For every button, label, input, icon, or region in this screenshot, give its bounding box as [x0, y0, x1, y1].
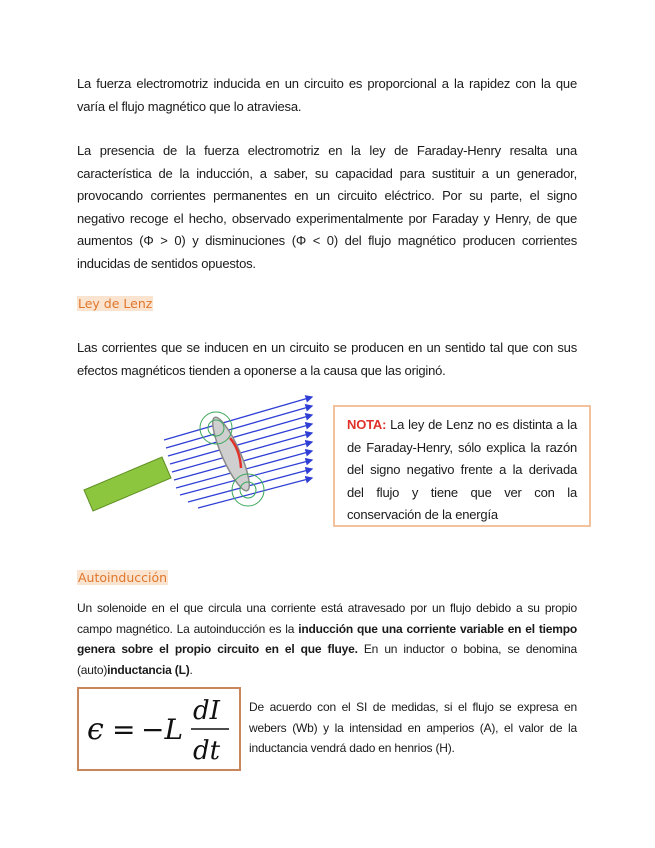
nota-box	[333, 405, 591, 527]
formula-epsilon: ϵ	[87, 712, 104, 747]
formula-equals: =	[112, 713, 136, 746]
auto-text-2: En un inductor o bobina, se denomina (auto)	[77, 642, 578, 677]
nota-text: La ley de Lenz no es distinta a la de Faraday-Henry, sólo explica la razón del signo negativo frente a la derivada del flujo y tiene que ver con la conservación de la energía	[347, 417, 577, 522]
lenz-illustration	[80, 392, 320, 517]
formula-numerator: dI	[193, 696, 220, 726]
heading-ley-de-lenz	[77, 296, 153, 311]
autoinduccion-paragraph	[77, 598, 577, 680]
intro-paragraph: La fuerza electromotriz inducida en un circuito es proporcional a la rapidez con la que varía el flujo magnético que lo atraviesa.	[77, 76, 577, 114]
faraday-henry-paragraph: La presencia de la fuerza electromotriz en la ley de Faraday-Henry resalta una característica de la inducción, a saber, su capacidad para sustituir a un generador, provocando corrientes permanentes en un circuito eléctrico. Por su parte, el signo negativo recoge el hecho, observado experimentalmente por Faraday y Henry, de que aumentos (Φ > 0) y disminuciones (Φ < 0) del flujo magnético producen corrientes inducidas de sentidos opuestos.	[77, 143, 577, 271]
formula-denominator: dt	[193, 736, 221, 766]
inductance-formula-box	[77, 687, 241, 771]
auto-bold-2: inductancia (L)	[107, 662, 190, 677]
heading-autoinduccion-text: Autoinducción	[78, 570, 168, 585]
nota-label: NOTA:	[347, 417, 387, 432]
formula-minus-L: −L	[141, 713, 184, 746]
lenz-paragraph: Las corrientes que se inducen en un circuito se producen en un sentido tal que con sus efectos magnéticos tienden a oponerse a la causa que las originó.	[77, 340, 577, 378]
auto-text-1: Un solenoide en el que circula una corriente está atravesado por un flujo debido a su propio campo magnético. La autoinducción es la	[77, 601, 577, 636]
si-units-paragraph: De acuerdo con el SI de medidas, si el flujo se expresa en webers (Wb) y la intensidad en amperios (A), el valor de la inductancia vendrá dado en henrios (H).	[249, 700, 577, 755]
auto-bold-1: inducción que una corriente variable en el tiempo genera sobre el propio circuito en el que fluye.	[77, 621, 578, 656]
inductance-formula	[79, 689, 239, 769]
heading-autoinduccion	[77, 570, 168, 585]
heading-ley-de-lenz-text: Ley de Lenz	[78, 296, 153, 311]
auto-text-3: .	[189, 662, 193, 677]
magnet-bar	[84, 457, 171, 511]
